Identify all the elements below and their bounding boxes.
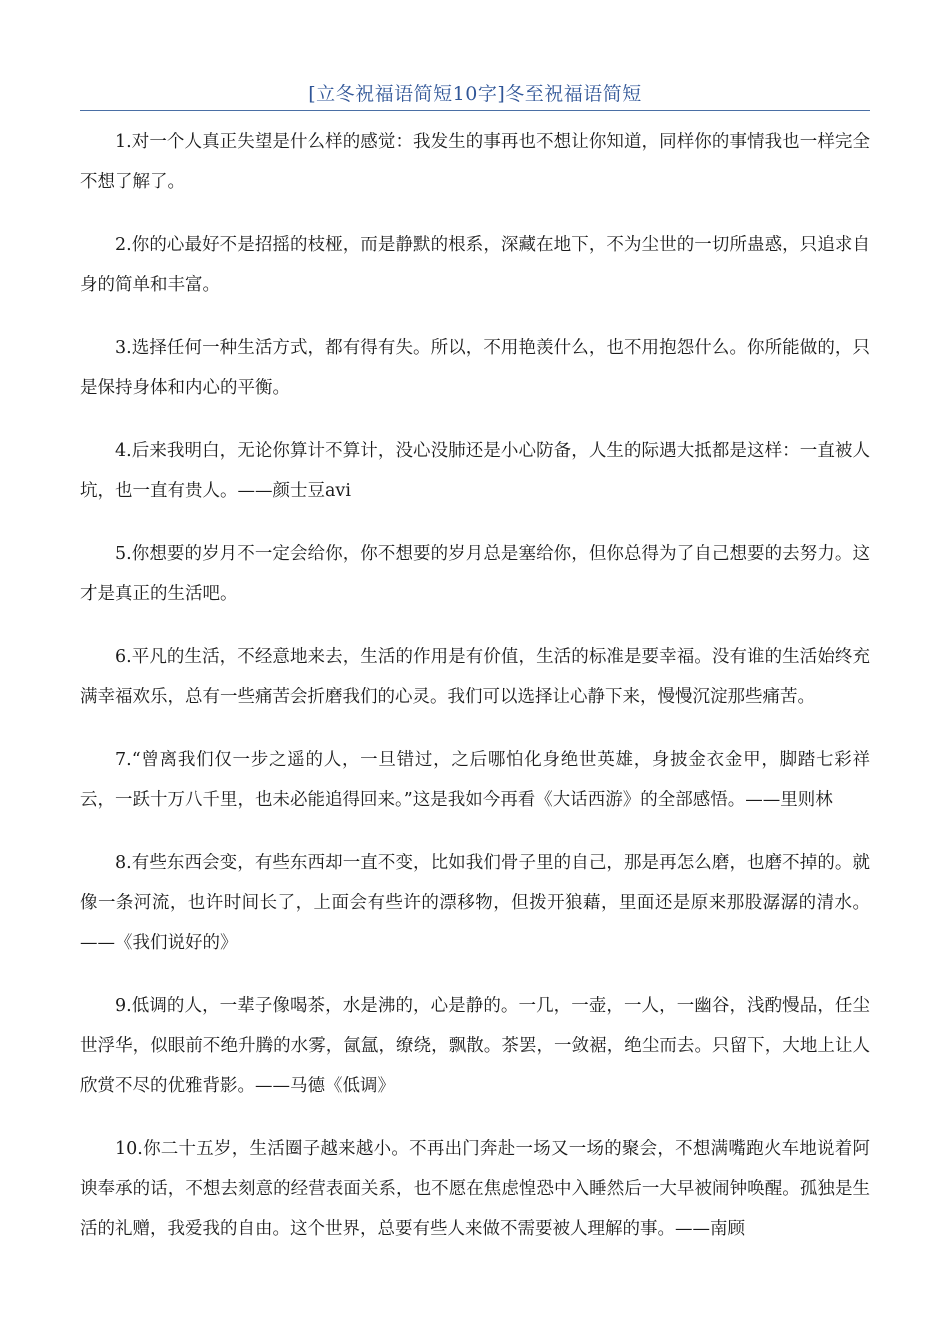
paragraph-6: 6.平凡的生活，不经意地来去，生活的作用是有价值，生活的标准是要幸福。没有谁的生活始终充满幸福欢乐，总有一些痛苦会折磨我们的心灵。我们可以选择让心静下来，慢慢沉淀那些痛苦。: [80, 647, 870, 707]
document-body: [80, 122, 870, 1272]
paragraph-5: 5.你想要的岁月不一定会给你，你不想要的岁月总是塞给你，但你总得为了自己想要的去努力。这才是真正的生活吧。: [80, 544, 870, 604]
paragraph-3: 3.选择任何一种生活方式，都有得有失。所以，不用艳羡什么，也不用抱怨什么。你所能做的，只是保持身体和内心的平衡。: [80, 338, 870, 398]
paragraph-8: 8.有些东西会变，有些东西却一直不变，比如我们骨子里的自己，那是再怎么磨，也磨不掉的。就像一条河流，也许时间长了，上面会有些许的漂移物，但拨开狼藉，里面还是原来那股潺潺的清水。——《我们说好的》: [80, 853, 870, 953]
document-header: [80, 80, 870, 111]
paragraph-1: 1.对一个人真正失望是什么样的感觉：我发生的事再也不想让你知道，同样你的事情我也一样完全不想了解了。: [80, 132, 870, 192]
paragraph-4: 4.后来我明白，无论你算计不算计，没心没肺还是小心防备，人生的际遇大抵都是这样：一直被人坑，也一直有贵人。——颜士豆avi: [80, 441, 870, 501]
paragraph-2: 2.你的心最好不是招摇的枝桠，而是静默的根系，深藏在地下，不为尘世的一切所蛊惑，只追求自身的简单和丰富。: [80, 235, 870, 295]
paragraph-9: 9.低调的人，一辈子像喝茶，水是沸的，心是静的。一几，一壶，一人，一幽谷，浅酌慢品，任尘世浮华，似眼前不绝升腾的水雾，氤氲，缭绕，飘散。茶罢，一敛裾，绝尘而去。只留下，大地上让人欣赏不尽的优雅背影。——马德《低调》: [80, 996, 870, 1096]
paragraph-7: 7.“曾离我们仅一步之遥的人，一旦错过，之后哪怕化身绝世英雄，身披金衣金甲，脚踏七彩祥云，一跃十万八千里，也未必能追得回来。”这是我如今再看《大话西游》的全部感悟。——里则林: [80, 750, 870, 810]
paragraph-10: 10.你二十五岁，生活圈子越来越小。不再出门奔赴一场又一场的聚会，不想满嘴跑火车地说着阿谀奉承的话，不想去刻意的经营表面关系，也不愿在焦虑惶恐中入睡然后一大早被闹钟唤醒。孤独是生活的礼赠，我爱我的自由。这个世界，总要有些人来做不需要被人理解的事。——南顾: [80, 1139, 870, 1239]
document-title: [立冬祝福语简短10字]冬至祝福语简短: [308, 83, 642, 105]
